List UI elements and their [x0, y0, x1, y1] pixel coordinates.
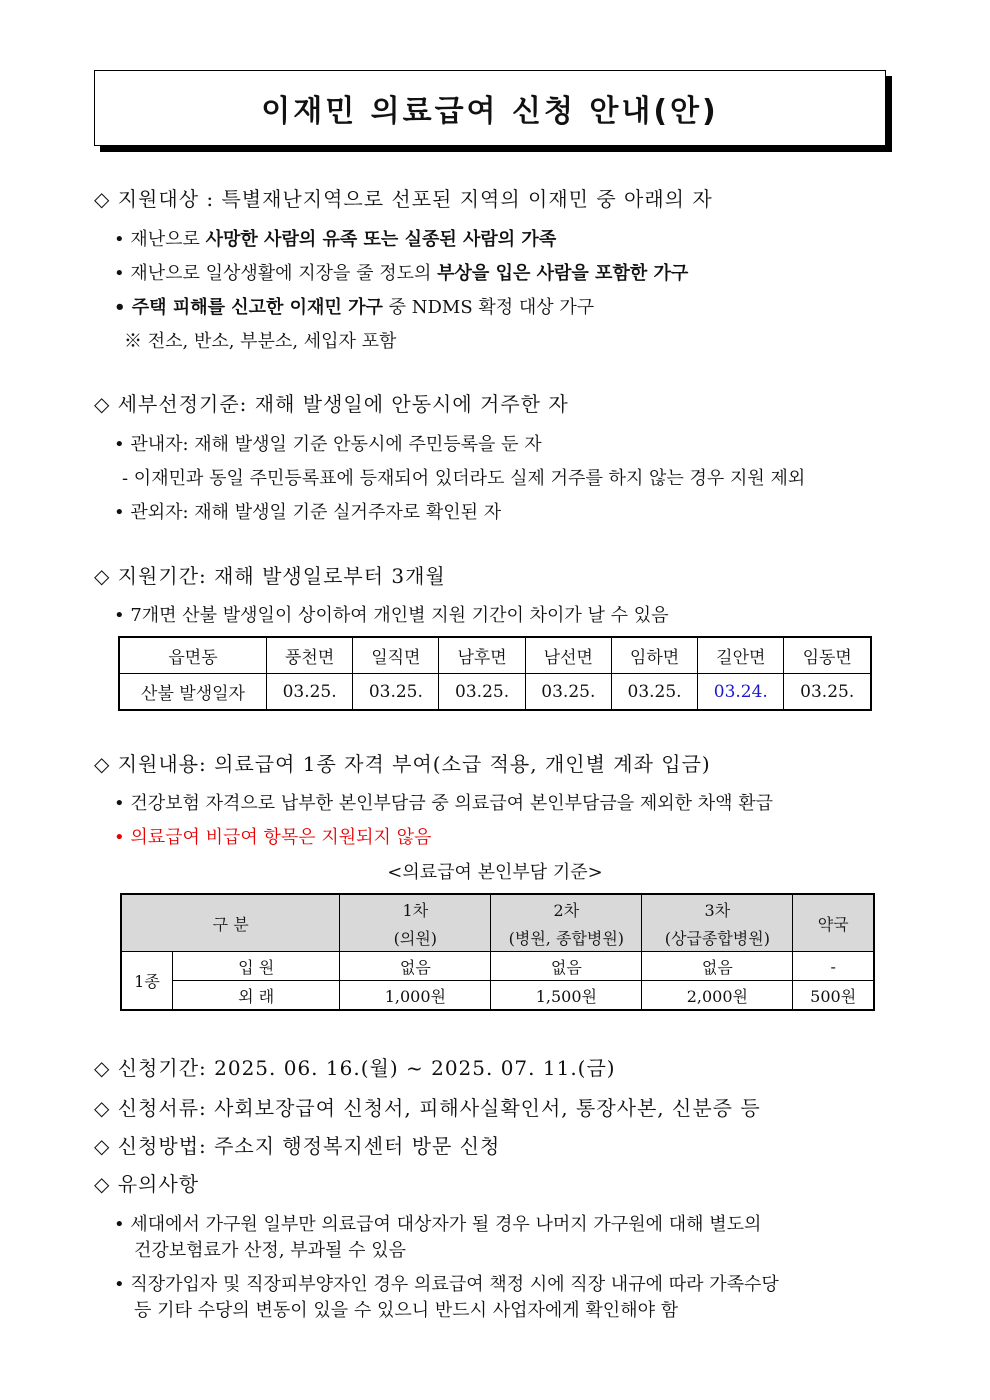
- note-2-line-2: 등 기타 수당의 변동이 있을 수 있으니 반드시 사업자에게 확인해야 함: [134, 1300, 679, 1321]
- table-cell: -: [793, 952, 874, 981]
- target-note: ※ 전소, 반소, 부분소, 세입자 포함: [124, 331, 397, 352]
- apply-docs: ◇ 신청서류: 사회보장급여 신청서, 피해사실확인서, 통장사본, 신분증 등: [94, 1096, 761, 1120]
- table-cell: 남선면: [525, 637, 611, 674]
- note-1-line-1: • 세대에서 가구원 일부만 의료급여 대상자가 될 경우 나머지 가구원에 대해 별도의: [114, 1214, 762, 1235]
- table-cell: 03.25.: [267, 674, 353, 711]
- table-row: [121, 981, 874, 1011]
- table-row: [121, 952, 874, 981]
- target-bullet-1: • 재난으로 사망한 사람의 유족 또는 실종된 사람의 가족: [114, 229, 557, 250]
- table-cell: 없음: [491, 952, 642, 981]
- period-heading: ◇ 지원기간: 재해 발생일로부터 3개월: [94, 564, 446, 588]
- criteria-heading: ◇ 세부선정기준: 재해 발생일에 안동시에 거주한 자: [94, 392, 569, 416]
- apply-period: ◇ 신청기간: 2025. 06. 16.(월) ~ 2025. 07. 11.(금): [94, 1056, 616, 1080]
- table-cell: 1,500원: [491, 981, 642, 1011]
- table-cell: 풍천면: [267, 637, 353, 674]
- copay-table: [120, 893, 875, 1011]
- table-cell: 남후면: [439, 637, 525, 674]
- table-caption: <의료급여 본인부담 기준>: [387, 862, 603, 883]
- table-cell: 일직면: [353, 637, 439, 674]
- header-tier-1-sub: (의원): [340, 923, 491, 952]
- content-bullet-1: • 건강보험 자격으로 납부한 본인부담금 중 의료급여 본인부담금을 제외한 차액 환급: [114, 793, 774, 814]
- target-heading: ◇ 지원대상 : 특별재난지역으로 선포된 지역의 이재민 중 아래의 자: [94, 187, 713, 211]
- table-cell: 길안면: [698, 637, 784, 674]
- notes-heading: ◇ 유의사항: [94, 1172, 200, 1196]
- table-cell: 03.25.: [525, 674, 611, 711]
- table-cell: 없음: [340, 952, 491, 981]
- criteria-bullet-2: • 관외자: 재해 발생일 기준 실거주자로 확인된 자: [114, 502, 502, 523]
- header-gubun: 구 분: [121, 894, 340, 952]
- row-label: 입 원: [173, 952, 340, 981]
- header-tier-1: 1차: [340, 894, 491, 923]
- apply-method: ◇ 신청방법: 주소지 행정복지센터 방문 신청: [94, 1134, 501, 1158]
- criteria-bullet-1: • 관내자: 재해 발생일 기준 안동시에 주민등록을 둔 자: [114, 434, 542, 455]
- criteria-sub: - 이재민과 동일 주민등록표에 등재되어 있더라도 실제 거주를 하지 않는 경우 지원 제외: [122, 468, 806, 489]
- row-label: 외 래: [173, 981, 340, 1011]
- header-tier-3: 3차: [642, 894, 793, 923]
- page-title: 이재민 의료급여 신청 안내(안): [261, 94, 719, 129]
- title-box: [94, 70, 886, 146]
- target-bullet-3: • 주택 피해를 신고한 이재민 가구 중 NDMS 확정 대상 가구: [114, 297, 595, 318]
- period-bullet: • 7개면 산불 발생일이 상이하여 개인별 지원 기간이 차이가 날 수 있음: [114, 605, 669, 626]
- target-bullet-2: • 재난으로 일상생활에 지장을 줄 정도의 부상을 입은 사람을 포함한 가구: [114, 263, 689, 284]
- note-1-line-2: 건강보험료가 산정, 부과될 수 있음: [134, 1240, 407, 1261]
- table-row: [119, 637, 871, 674]
- table-cell: 03.25.: [439, 674, 525, 711]
- table-cell-highlight: 03.24.: [698, 674, 784, 711]
- header-tier-2: 2차: [491, 894, 642, 923]
- table-row: [119, 674, 871, 711]
- table-cell: 03.25.: [784, 674, 871, 711]
- header-tier-3-sub: (상급종합병원): [642, 923, 793, 952]
- fire-date-table: [118, 636, 872, 711]
- table-cell: 2,000원: [642, 981, 793, 1011]
- content-heading: ◇ 지원내용: 의료급여 1종 자격 부여(소급 적용, 개인별 계좌 입금): [94, 752, 711, 776]
- note-2-line-1: • 직장가입자 및 직장피부양자인 경우 의료급여 책정 시에 직장 내규에 따라 가족수당: [114, 1274, 779, 1295]
- header-tier-2-sub: (병원, 종합병원): [491, 923, 642, 952]
- grade-cell: 1종: [121, 952, 173, 1011]
- table-header-row: [121, 894, 874, 923]
- content-bullet-2: • 의료급여 비급여 항목은 지원되지 않음: [114, 827, 432, 848]
- table-cell: 임하면: [611, 637, 697, 674]
- table-cell: 500원: [793, 981, 874, 1011]
- table-cell: 읍면동: [119, 637, 267, 674]
- table-cell: 1,000원: [340, 981, 491, 1011]
- header-pharmacy: 약국: [793, 894, 874, 952]
- table-cell: 임동면: [784, 637, 871, 674]
- table-cell: 03.25.: [611, 674, 697, 711]
- table-cell: 산불 발생일자: [119, 674, 267, 711]
- table-cell: 없음: [642, 952, 793, 981]
- table-cell: 03.25.: [353, 674, 439, 711]
